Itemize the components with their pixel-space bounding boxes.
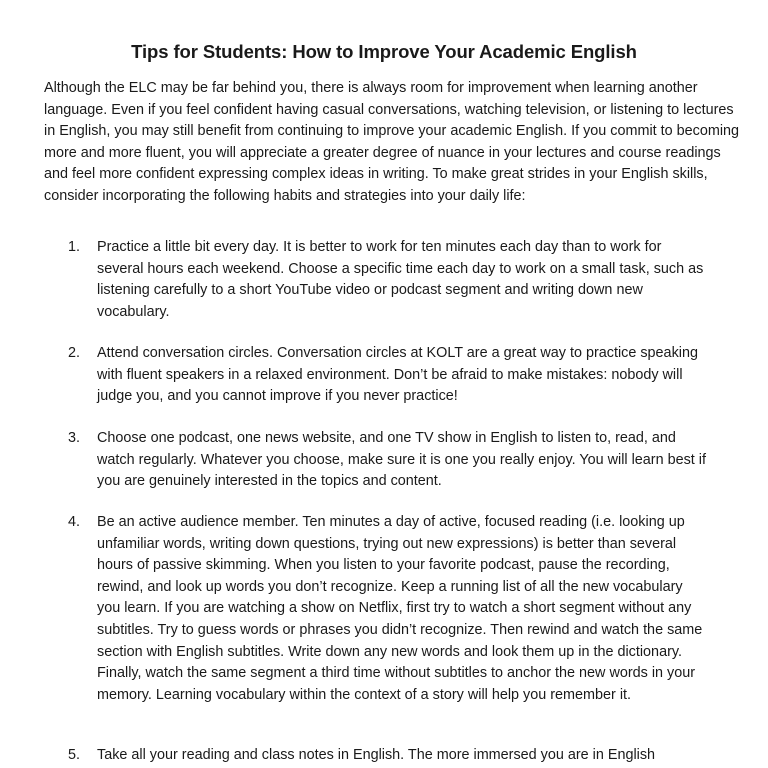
list-item-text: Take all your reading and class notes in English. The more immersed you are in English [97, 747, 656, 763]
intro-paragraph: Although the ELC may be far behind you, there is always room for improvement when learning another language. Even if you feel confident having casual conversations, watching television, or listening to lectures in English, you may still benefit from continuing to improve your academic English. If you commit to becoming more and more fluent, you will appreciate a greater degree of nuance in your lectures and course readings and feel more confident expressing complex ideas in writing. To make great strides in your English skills, consider incorporating the following habits and strategies into your daily life: [44, 80, 740, 204]
list-item-number: 3. [68, 430, 81, 446]
list-item-text: Be an active audience member. Ten minutes a day of active, focused reading (i.e. looking up unfamiliar words, writing down questions, trying out new expressions) is better than several hours of passive skimming. When you listen to your favorite podcast, pause the recording, rewind, and look up words you don’t recognize. Keep a running list of all the new vocabulary you learn. If you are watching a show on Netflix, first try to watch a short segment without any subtitles. Try to guess words or phrases you didn’t recognize. Then rewind and watch the same section with English subtitles. Write down any new words and look them up in the dictionary. Finally, watch the same segment a third time without subtitles to anchor the new words in your memory. Learning vocabulary within the context of a story will help you remember it. [97, 514, 703, 703]
document-title: Tips for Students: How to Improve Your Academic English [131, 41, 637, 62]
list-item-text: Practice a little bit every day. It is better to work for ten minutes each day than to work for several hours each weekend. Choose a specific time each day to work on a small task, such as listening carefully to a short YouTube video or podcast segment and writing down new vocabulary. [97, 239, 704, 320]
list-item-text: Attend conversation circles. Conversation circles at KOLT are a great way to practice speaking with fluent speakers in a relaxed environment. Don’t be afraid to make mistakes: nobody will judge you, and you cannot improve if you never practice! [97, 345, 698, 405]
list-item-number: 2. [68, 345, 81, 361]
list-item-number: 1. [68, 239, 81, 255]
list-item-text: Choose one podcast, one news website, and one TV show in English to listen to, read, and watch regularly. Whatever you choose, make sure it is one you really enjoy. You will learn best if you are genuinely interested in the topics and content. [97, 430, 706, 490]
list-item-number: 4. [68, 514, 81, 530]
list-item-number: 5. [68, 747, 81, 763]
